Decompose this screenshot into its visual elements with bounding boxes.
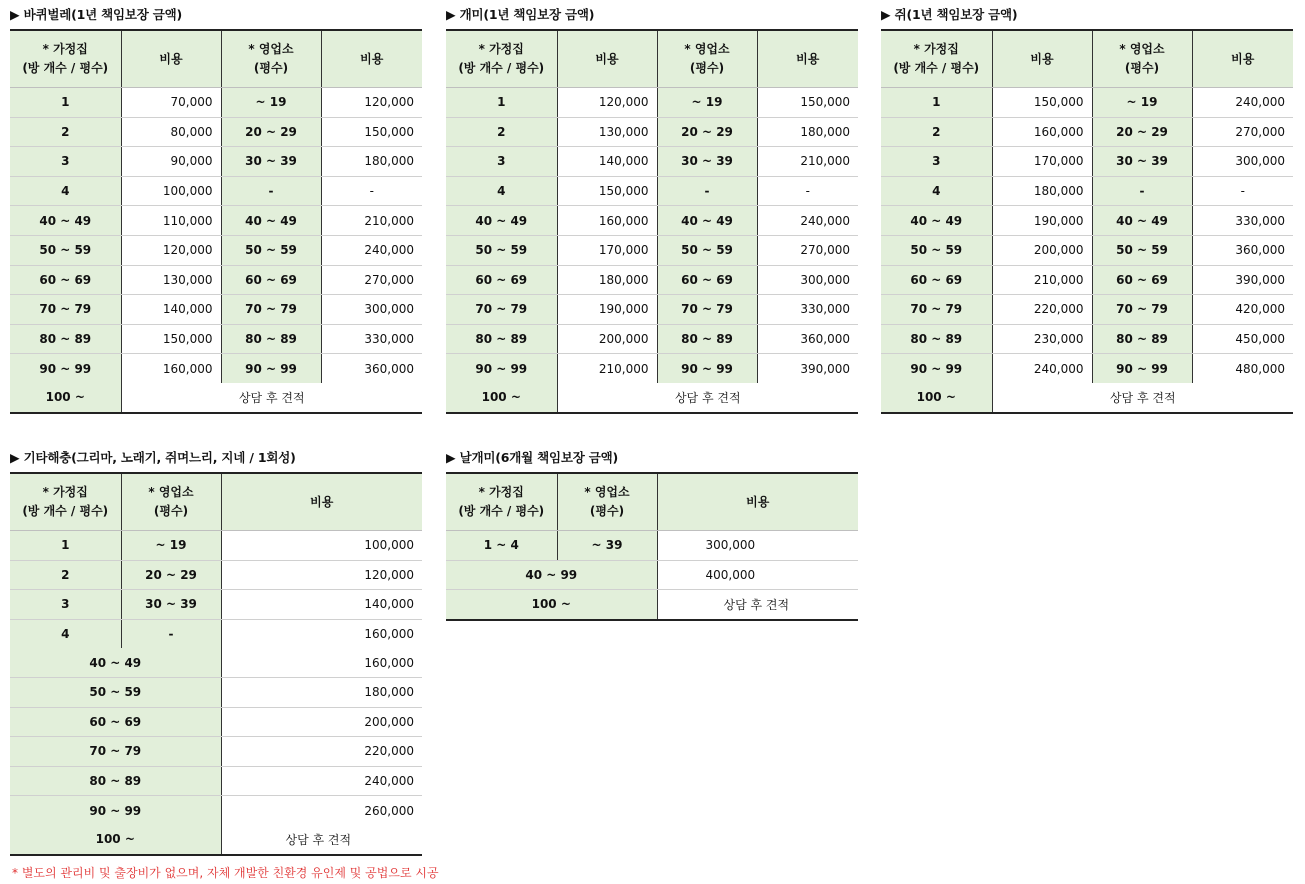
consult-cell: 상담 후 견적 (238, 390, 305, 405)
shop-cost-cell: - (1192, 176, 1293, 206)
row-label: 100 ~ (446, 383, 557, 413)
row-label: 40 ~ 49 (10, 648, 221, 677)
row-label: 60 ~ 69 (10, 265, 121, 295)
other-pests-price-table (10, 472, 422, 856)
row-label-shop: - (657, 176, 757, 206)
table-row (10, 176, 422, 206)
table-row (10, 590, 422, 620)
shop-header: * 영업소 (평수) (657, 30, 757, 88)
table-row (10, 117, 422, 147)
row-label: 3 (10, 590, 121, 620)
shop-cost-cell: 240,000 (321, 235, 422, 265)
table-row (881, 88, 1293, 118)
row-label-shop: 80 ~ 89 (221, 324, 321, 354)
home-cost-cell: 190,000 (557, 295, 657, 325)
table-row (881, 206, 1293, 236)
cost-cell: 400,000 (657, 560, 858, 590)
row-label-shop: 50 ~ 59 (221, 235, 321, 265)
shop-cost-cell: 180,000 (757, 117, 858, 147)
shop-cost-cell: 240,000 (1192, 88, 1293, 118)
home-cost-cell: 200,000 (992, 235, 1092, 265)
row-label-shop: 70 ~ 79 (1092, 295, 1192, 325)
other-pests-split-rows (10, 531, 422, 649)
home-cost-cell: 180,000 (992, 176, 1092, 206)
row-label: 80 ~ 89 (881, 324, 992, 354)
consult-cell: 상담 후 견적 (674, 390, 741, 405)
shop-cost-cell: 150,000 (757, 88, 858, 118)
row-label: 3 (881, 147, 992, 177)
table-row (10, 147, 422, 177)
row-label: 3 (446, 147, 557, 177)
row-label-shop: - (221, 176, 321, 206)
row-label-shop: 70 ~ 79 (221, 295, 321, 325)
home-cost-cell: 160,000 (992, 117, 1092, 147)
shop-cost-cell: - (321, 176, 422, 206)
row-label-shop: 80 ~ 89 (657, 324, 757, 354)
table-row (10, 265, 422, 295)
row-label-shop: 90 ~ 99 (221, 354, 321, 383)
row-label: 50 ~ 59 (10, 677, 221, 707)
row-label: 90 ~ 99 (10, 354, 121, 383)
cost-header: 비용 (221, 473, 422, 531)
table-row (446, 147, 858, 177)
table-row (10, 531, 422, 561)
table-row (446, 117, 858, 147)
home-cost-cell: 110,000 (121, 206, 221, 236)
shop-header: * 영업소 (평수) (1092, 30, 1192, 88)
table-row (881, 147, 1293, 177)
table-row (881, 265, 1293, 295)
home-cost-cell: 230,000 (992, 324, 1092, 354)
row-label-shop: - (1092, 176, 1192, 206)
row-label: 100 ~ (10, 383, 121, 413)
cockroach-price-table (10, 29, 422, 414)
row-label-shop: 20 ~ 29 (1092, 117, 1192, 147)
table-row (10, 354, 422, 383)
row-label: 60 ~ 69 (881, 265, 992, 295)
shop-cost-header: 비용 (1192, 30, 1293, 88)
shop-cost-cell: 150,000 (321, 117, 422, 147)
row-label: 4 (10, 176, 121, 206)
row-label: 100 ~ (446, 590, 657, 620)
row-label-shop: 70 ~ 79 (657, 295, 757, 325)
row-label-shop: 40 ~ 49 (1092, 206, 1192, 236)
table-row (446, 88, 858, 118)
row-label: 1 (10, 88, 121, 118)
row-label-shop: 30 ~ 39 (221, 147, 321, 177)
table-header-row (881, 30, 1293, 88)
row-label-shop: 60 ~ 69 (1092, 265, 1192, 295)
table-row (881, 117, 1293, 147)
row-label-shop: 50 ~ 59 (657, 235, 757, 265)
home-cost-cell: 170,000 (557, 235, 657, 265)
row-label-shop: 90 ~ 99 (1092, 354, 1192, 383)
cockroach-section (10, 6, 422, 414)
table-row (10, 383, 422, 413)
cost-cell: 140,000 (221, 590, 422, 620)
row-label: 80 ~ 89 (10, 324, 121, 354)
row-label-shop: 40 ~ 49 (221, 206, 321, 236)
row-label-shop: 30 ~ 39 (657, 147, 757, 177)
cost-cell: 160,000 (364, 627, 414, 642)
home-cost-cell: 170,000 (992, 147, 1092, 177)
home-cost-cell: 100,000 (121, 176, 221, 206)
home-cost-cell: 150,000 (121, 324, 221, 354)
ant-table-body (446, 88, 858, 383)
home-cost-cell: 130,000 (121, 265, 221, 295)
table-row (881, 324, 1293, 354)
row-label-shop: ~ 19 (657, 88, 757, 118)
row-label-shop: 90 ~ 99 (657, 354, 757, 383)
shop-cost-cell: 270,000 (757, 235, 858, 265)
row-label: 40 ~ 49 (10, 206, 121, 236)
row-label-shop: ~ 19 (221, 88, 321, 118)
home-cost-cell: 120,000 (557, 88, 657, 118)
table-row (10, 796, 422, 825)
table-row (10, 235, 422, 265)
shop-cost-cell: 390,000 (1192, 265, 1293, 295)
row-label: 40 ~ 49 (446, 206, 557, 236)
table-header-row (10, 473, 422, 531)
other-pests-title: ▶ 기타해충(그리마, 노래기, 쥐며느리, 지네 / 1회성) (10, 450, 296, 465)
row-label-shop: 60 ~ 69 (657, 265, 757, 295)
home-cost-cell: 140,000 (557, 147, 657, 177)
rat-table-body (881, 88, 1293, 383)
row-label-shop: 40 ~ 49 (657, 206, 757, 236)
table-header-row (10, 30, 422, 88)
row-label: 4 (10, 619, 121, 648)
row-label: 1 (881, 88, 992, 118)
table-row (881, 176, 1293, 206)
cost-cell: 120,000 (221, 560, 422, 590)
table-row (446, 235, 858, 265)
table-row (10, 825, 422, 855)
home-cost-cell: 160,000 (557, 206, 657, 236)
table-header-row (446, 473, 858, 531)
row-label: 100 ~ (881, 383, 992, 413)
shop-cost-cell: 450,000 (1192, 324, 1293, 354)
shop-cost-cell: 270,000 (321, 265, 422, 295)
row-label-shop: ~ 19 (1092, 88, 1192, 118)
table-row (10, 295, 422, 325)
shop-cost-cell: 390,000 (800, 361, 850, 376)
row-label: 90 ~ 99 (881, 354, 992, 383)
shop-cost-cell: 330,000 (321, 324, 422, 354)
shop-cost-cell: - (757, 176, 858, 206)
home-cost-cell: 210,000 (992, 265, 1092, 295)
table-row (10, 766, 422, 796)
row-label: 100 ~ (10, 825, 221, 855)
cost-cell: 100,000 (221, 531, 422, 561)
row-label: 50 ~ 59 (881, 235, 992, 265)
row-label: 4 (881, 176, 992, 206)
row-label: 1 ~ 4 (446, 531, 557, 561)
rat-price-table (881, 29, 1293, 414)
home-header: * 가정집 (방 개수 / 평수) (446, 30, 557, 88)
table-row (881, 295, 1293, 325)
cost-cell: 220,000 (221, 737, 422, 767)
row-label-shop: 50 ~ 59 (1092, 235, 1192, 265)
shop-cost-cell: 330,000 (1192, 206, 1293, 236)
row-label: 60 ~ 69 (446, 265, 557, 295)
table-row (446, 560, 858, 590)
table-row (881, 235, 1293, 265)
home-header: * 가정집 (방 개수 / 평수) (446, 473, 557, 531)
table-row (446, 354, 858, 383)
consult-cell: 상담 후 견적 (285, 832, 352, 847)
shop-cost-cell: 300,000 (321, 295, 422, 325)
row-label: 90 ~ 99 (10, 796, 221, 825)
table-row (10, 707, 422, 737)
consult-cell: 상담 후 견적 (1109, 390, 1176, 405)
home-cost-cell: 70,000 (121, 88, 221, 118)
other-pests-section (10, 449, 422, 856)
table-row (446, 265, 858, 295)
cost-cell: 240,000 (221, 766, 422, 796)
table-header-row (446, 30, 858, 88)
flying-ant-price-table (446, 472, 858, 621)
shop-cost-cell: 360,000 (1192, 235, 1293, 265)
home-header: * 가정집 (방 개수 / 평수) (10, 473, 121, 531)
shop-cost-cell: 480,000 (1235, 361, 1285, 376)
table-row (10, 88, 422, 118)
table-row (10, 677, 422, 707)
row-label: 4 (446, 176, 557, 206)
consult-cell: 상담 후 견적 (723, 597, 790, 612)
table-row (881, 354, 1293, 383)
shop-cost-cell: 270,000 (1192, 117, 1293, 147)
cost-cell: 300,000 (657, 531, 858, 561)
row-label-shop: 20 ~ 29 (121, 560, 221, 590)
home-cost-cell: 150,000 (557, 176, 657, 206)
shop-cost-cell: 210,000 (321, 206, 422, 236)
row-label-shop: - (121, 619, 221, 648)
row-label-shop: 20 ~ 29 (657, 117, 757, 147)
row-label-shop: 30 ~ 39 (121, 590, 221, 620)
table-row (446, 295, 858, 325)
shop-cost-cell: 240,000 (757, 206, 858, 236)
shop-cost-cell: 360,000 (364, 361, 414, 376)
home-cost-cell: 180,000 (557, 265, 657, 295)
ant-title: ▶ 개미(1년 책임보장 금액) (446, 7, 595, 22)
shop-cost-cell: 120,000 (321, 88, 422, 118)
row-label-shop: ~ 39 (557, 531, 657, 561)
table-row (446, 206, 858, 236)
home-cost-header: 비용 (992, 30, 1092, 88)
row-label: 2 (10, 560, 121, 590)
cockroach-title: ▶ 바퀴벌레(1년 책임보장 금액) (10, 7, 183, 22)
row-label: 80 ~ 89 (10, 766, 221, 796)
shop-cost-cell: 210,000 (757, 147, 858, 177)
cost-cell: 180,000 (221, 677, 422, 707)
row-label: 2 (10, 117, 121, 147)
home-cost-header: 비용 (121, 30, 221, 88)
row-label-shop: ~ 19 (121, 531, 221, 561)
home-cost-cell: 80,000 (121, 117, 221, 147)
row-label: 70 ~ 79 (10, 295, 121, 325)
table-row (446, 590, 858, 620)
row-label-shop: 30 ~ 39 (1092, 147, 1192, 177)
shop-cost-cell: 420,000 (1192, 295, 1293, 325)
ant-price-table (446, 29, 858, 414)
rat-section (881, 6, 1293, 414)
shop-header: * 영업소 (평수) (221, 30, 321, 88)
row-label-shop: 60 ~ 69 (221, 265, 321, 295)
home-cost-cell: 90,000 (121, 147, 221, 177)
shop-cost-cell: 330,000 (757, 295, 858, 325)
flying-ant-section (446, 449, 858, 621)
table-row (881, 383, 1293, 413)
shop-header: * 영업소 (평수) (557, 473, 657, 531)
row-label: 50 ~ 59 (10, 235, 121, 265)
home-cost-cell: 210,000 (557, 354, 657, 383)
home-cost-cell: 220,000 (992, 295, 1092, 325)
cockroach-table-body (10, 88, 422, 383)
table-row (446, 383, 858, 413)
row-label: 90 ~ 99 (446, 354, 557, 383)
table-row (446, 176, 858, 206)
home-cost-cell: 190,000 (992, 206, 1092, 236)
ant-section (446, 6, 858, 414)
cost-header: 비용 (657, 473, 858, 531)
shop-cost-cell: 300,000 (1192, 147, 1293, 177)
footnote: * 별도의 관리비 및 출장비가 없으며, 자체 개발한 친환경 유인제 및 공법으로 시공 (12, 866, 439, 880)
row-label: 2 (881, 117, 992, 147)
row-label: 1 (446, 88, 557, 118)
rat-title: ▶ 쥐(1년 책임보장 금액) (881, 7, 1018, 22)
home-cost-cell: 160,000 (121, 354, 221, 383)
row-label-shop: 20 ~ 29 (221, 117, 321, 147)
table-row (10, 648, 422, 677)
home-header: * 가정집 (방 개수 / 평수) (10, 30, 121, 88)
row-label: 40 ~ 99 (446, 560, 657, 590)
cost-cell: 200,000 (221, 707, 422, 737)
shop-cost-cell: 180,000 (321, 147, 422, 177)
table-row (10, 324, 422, 354)
table-row (446, 324, 858, 354)
row-label: 3 (10, 147, 121, 177)
shop-cost-cell: 360,000 (757, 324, 858, 354)
other-pests-merged-rows (10, 648, 422, 825)
table-row (10, 206, 422, 236)
home-cost-cell: 240,000 (992, 354, 1092, 383)
shop-cost-header: 비용 (757, 30, 858, 88)
shop-cost-cell: 300,000 (757, 265, 858, 295)
row-label: 70 ~ 79 (446, 295, 557, 325)
cost-cell: 160,000 (221, 648, 422, 677)
row-label: 80 ~ 89 (446, 324, 557, 354)
shop-header: * 영업소 (평수) (121, 473, 221, 531)
table-row (446, 531, 858, 561)
home-cost-cell: 150,000 (992, 88, 1092, 118)
row-label: 70 ~ 79 (10, 737, 221, 767)
table-row (10, 560, 422, 590)
row-label: 40 ~ 49 (881, 206, 992, 236)
cost-cell: 260,000 (364, 803, 414, 818)
row-label: 70 ~ 79 (881, 295, 992, 325)
home-cost-cell: 200,000 (557, 324, 657, 354)
home-cost-cell: 140,000 (121, 295, 221, 325)
table-row (10, 737, 422, 767)
row-label: 50 ~ 59 (446, 235, 557, 265)
row-label: 2 (446, 117, 557, 147)
home-cost-header: 비용 (557, 30, 657, 88)
table-row (10, 619, 422, 648)
home-cost-cell: 120,000 (121, 235, 221, 265)
shop-cost-header: 비용 (321, 30, 422, 88)
home-header: * 가정집 (방 개수 / 평수) (881, 30, 992, 88)
row-label: 1 (10, 531, 121, 561)
home-cost-cell: 130,000 (557, 117, 657, 147)
row-label: 60 ~ 69 (10, 707, 221, 737)
row-label-shop: 80 ~ 89 (1092, 324, 1192, 354)
flying-ant-title: ▶ 날개미(6개월 책임보장 금액) (446, 450, 619, 465)
